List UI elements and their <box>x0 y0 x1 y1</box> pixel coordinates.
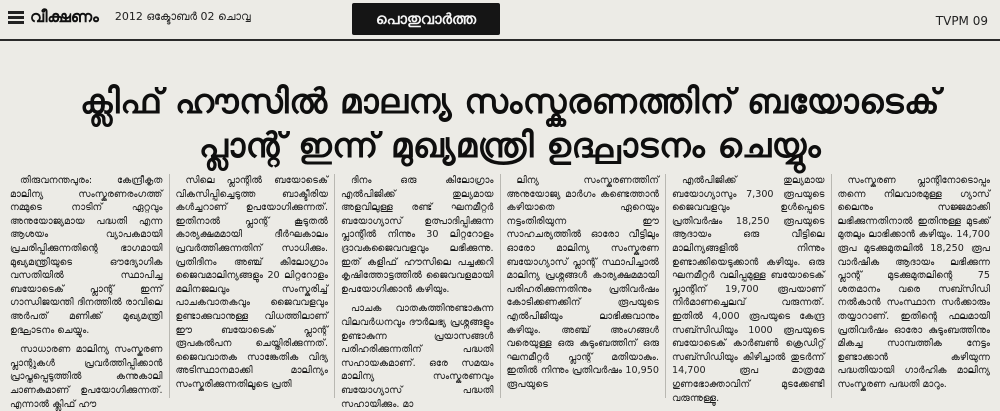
section-label: പൊതുവാർത്ത <box>352 3 500 35</box>
headline-line-1: ക്ലിഫ് ഹൗസിൽ മാലന്യ സംസ്കരണത്തിന് ബയോടെക് <box>79 82 941 122</box>
paragraph: പാചക വാതകത്തിനുണ്ടാകുന്ന വിലവർധനവും ദൗർലഭ്യ പ്രശ്നങ്ങളും ഉണ്ടാകുന്ന പ്രയാസങ്ങൾ പരിഹരിക്കുന്നതിന് പദ്ധതി സഹായകമാണ്. ഒരേ സമയം മാലിന്യ സംസ്കരണവും ബയോഗ്യാസ് പദ്ധതി സഹായിക്കും. മാ <box>341 303 494 410</box>
article-column-5 <box>665 174 831 404</box>
article-column-1 <box>4 174 169 410</box>
paper-name: വീക്ഷണം <box>30 7 99 26</box>
page-code: TVPM 09 <box>935 14 988 28</box>
article-column-3 <box>334 174 500 410</box>
paragraph: ദിനം ഒരു കിലോഗ്രാം എൽപിജിക്ക് തുല്യമായ അളവിലുള്ള രണ്ട് ഘനമീറ്റർ ബയോഗ്യാസ് ഉത്പാദിപ്പിക്കുന്ന പ്ലാന്റിൽ നിന്നും 30 ലിറ്ററോളം ദ്രാവകജൈവവളവും ലഭിക്കുന്നു. ഇത് കളിഫ് ഹൗസിലെ പച്ചക്കറി കൃഷിത്തോട്ടത്തിൽ ജൈവവളമായി ഉപയോഗിക്കാൻ കഴിയും. <box>341 175 494 295</box>
paragraph: സിലെ പ്ലാന്റിൽ ബയോടെക് വികസിപ്പിച്ചെടുത്ത ബാക്ടീരിയ കൾച്ചറാണ് ഉപയോഗിക്കുന്നത്. ഇതിനാൽ പ്ലാന്റ് കൂടുതൽ കാര്യക്ഷമമായി ദീർഘകാലം പ്രവർത്തിക്കുന്നതിന് സാധിക്കും. പ്രതിദിനം അഞ്ച് കിലോഗ്രാം ജൈവമാലിന്യങ്ങളും 20 ലിറ്ററോളം മലിനജലവും സംസ്കരിച്ച് പാചകവാതകവും ജൈവവളവും ഉണ്ടാക്കുവാനുള്ള വിധത്തിലാണ് ഈ ബയോടെക് പ്ലാന്റ് രൂപകൽപന ചെയ്തിരിക്കുന്നത്. ജൈവവാതക സാങ്കേതിക വിദ്യ അടിസ്ഥാനമാക്കി മാലിന്യം സംസ്കരിക്കുന്നതിലൂടെ പ്രതി <box>175 175 328 390</box>
article-body <box>4 174 996 410</box>
page-header <box>0 0 1000 40</box>
article-column-4 <box>500 174 666 398</box>
paragraph: ലിന്യ സംസ്കരണത്തിന് അനുയോജ്യ മാർഗം കണ്ടെത്താൻ കഴിയാതെ ഏറെയും നട്ടംതിരിയുന്ന ഈ സാഹചര്യത്തിൽ ഓരോ വീട്ടിലും ഓരോ മാലിന്യ സംസ്കരണ ബയോഗ്യാസ് പ്ലാന്റ് സ്ഥാപിച്ചാൽ മാലിന്യ പ്രശ്നങ്ങൾ കാര്യക്ഷമമായി പരിഹരിക്കുന്നതിനും പ്രതിവർഷം കോടിക്കണക്കിന് രൂപയുടെ എൽപിജിയും ലാഭിക്കുവാനും കഴിയും. അഞ്ച് അംഗങ്ങൾ വരെയുള്ള ഒരു കുടുംബത്തിന് ഒരു ഘനമീറ്റർ പ്ലാന്റ് മതിയാകും. ഇതിൽ നിന്നും പ്രതിവർഷം 10,950 രൂപയുടെ <box>506 175 659 390</box>
logo-icon <box>8 7 24 27</box>
article-column-2 <box>169 174 335 398</box>
paragraph: എൽപിജിക്ക് തുല്യമായ ബയോഗ്യാസും 7,300 രൂപയുടെ ജൈവവളവും ഉൾപ്പെടെ പ്രതിവർഷം 18,250 രൂപയുടെ ആദായം ഒരു വീട്ടിലെ മാലിന്യങ്ങളിൽ നിന്നും ഉണ്ടാക്കിയെടുക്കാൻ കഴിയും. ഒരു ഘനമീറ്റർ വലിപ്പമുള്ള ബയോടെക് പ്ലാന്റിന് 19,700 രൂപയാണ് നിർമാണച്ചെലവ് വരുന്നത്. ഇതിൽ 4,000 രൂപയുടെ കേന്ദ്ര സബ്സിഡിയും 1000 രൂപയുടെ ബയോടെക് കാർബൺ ക്രെഡിറ്റ് സബ്സിഡിയും കിഴിച്ചാൽ തുടർന്ന് 14,700 രൂപ മാത്രമേ ഗുണഭോക്താവിന് മുടക്കേണ്ടി വരുന്നുള്ളൂ. <box>672 175 825 404</box>
paragraph: സംസ്കരണ പ്ലാന്റിനോടൊപ്പം തന്നെ നിലവാരമുള്ള ഗ്യാസ് ലൈനും സജ്ജമാക്കി ലഭിക്കുന്നതിനാൽ ഇതിനുള്ള മുടക്ക് മുതലും ലാഭിക്കാൻ കഴിയും. 14,700 രൂപ മുടക്കുമുതലിൽ 18,250 രൂപ വാർഷിക ആദായം ലഭിക്കുന്ന പ്ലാന്റ് മുടക്കുമുതലിന്റെ 75 ശതമാനം വരെ സബ്സിഡി നൽകാൻ സംസ്ഥാന സർക്കാരും തയ്യാറാണ്. ഇതിന്റെ ഫലമായി പ്രതിവർഷം ഓരോ കുടുംബത്തിനും മികച്ച സാമ്പത്തിക നേട്ടം ഉണ്ടാക്കാൻ കഴിയുന്ന പദ്ധതിയായി ഗാർഹിക മാലിന്യ സംസ്കരണ പദ്ധതി മാറും. <box>837 175 990 390</box>
article-column-6 <box>831 174 997 398</box>
dateline: 2012 ഒക്ടോബർ 02 ചൊവ്വ <box>114 10 251 23</box>
paragraph: സാധാരണ മാലിന്യ സംസ്കരണ പ്ലാന്റുകൾ പ്രവർത്തിപ്പിക്കാൻ പ്രാപ്തപ്പെടുത്തിൽ കന്നുകാലി ചാണകമാണ് ഉപയോഗിക്കുന്നത്. എന്നാൽ ക്ലിഫ് ഹൗ <box>10 344 163 410</box>
article-headline <box>40 80 980 168</box>
paragraph: തിരുവനന്തപുരം: കേന്ദ്രീകൃത മാലിന്യ സംസ്കരണരംഗത്ത് നമ്മുടെ നാടിന് ഏറ്റവും അനുയോജ്യമായ പദ്ധതി എന്ന ആശയം വ്യാപകമായി പ്രചരിപ്പിക്കുന്നതിന്റെ ഭാഗമായി മുഖ്യമന്ത്രിയുടെ ഔദ്യോഗിക വസതിയിൽ സ്ഥാപിച്ച ബയോടെക് പ്ലാന്റ് ഇന്ന് ഗാന്ധിജയന്തി ദിനത്തിൽ രാവിലെ അർപത് മണിക്ക് മുഖ്യമന്ത്രി ഉദ്ഘാടനം ചെയ്യും. <box>10 175 163 336</box>
masthead <box>8 6 251 28</box>
header-rule <box>0 39 1000 41</box>
headline-line-2: പ്ലാന്റ് ഇന്ന് മുഖ്യമന്ത്രി ഉദ്ഘാടനം ചെയ്യും <box>198 126 822 166</box>
